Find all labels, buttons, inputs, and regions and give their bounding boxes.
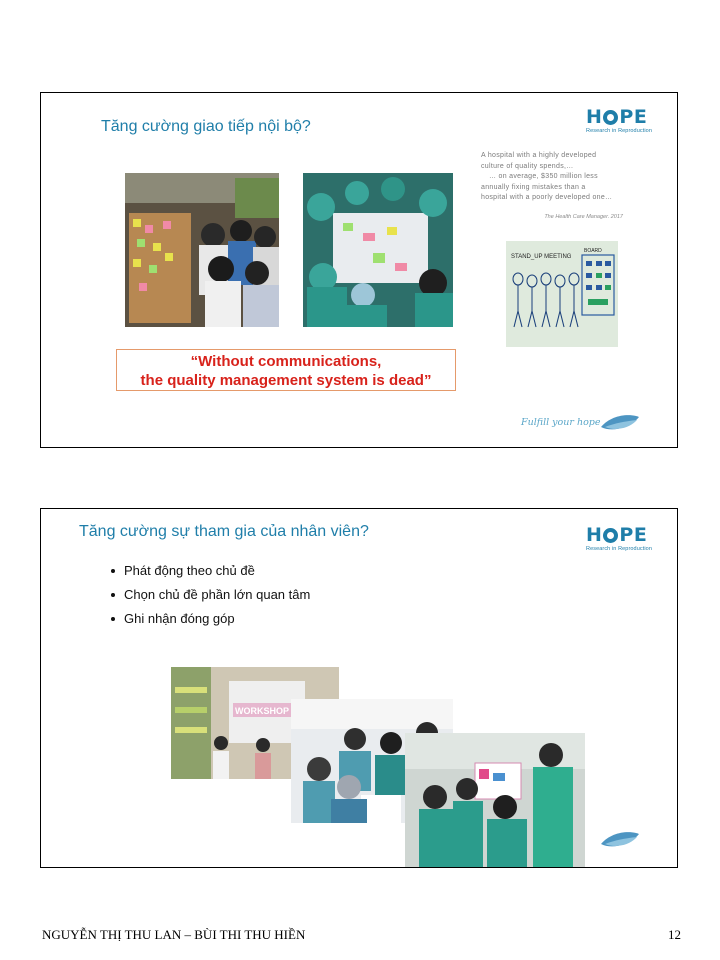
logo-tagline: Research in Reproduction bbox=[586, 128, 652, 134]
logo-letter-h: H bbox=[586, 524, 603, 546]
citation-line: A hospital with a highly developed bbox=[481, 152, 597, 159]
bullet-text: Phát động theo chủ đề bbox=[124, 563, 255, 578]
bullet-item bbox=[111, 583, 310, 607]
citation-line: … on average, $350 million less bbox=[489, 173, 598, 180]
citation-line: hospital with a poorly developed one… bbox=[481, 194, 613, 201]
logo-o-icon bbox=[603, 528, 618, 543]
citation-line: culture of quality spends,… bbox=[481, 162, 574, 170]
slide-1 bbox=[40, 92, 678, 448]
footer-authors: NGUYỄN THỊ THU LAN – BÙI THI THU HIỀN bbox=[42, 927, 306, 942]
quote-line-2: the quality management system is dead” bbox=[140, 372, 432, 389]
bullet-text: Chọn chủ đề phần lớn quan tâm bbox=[124, 587, 311, 602]
bullet-text: Ghi nhận đóng góp bbox=[124, 611, 235, 626]
logo-letters-pe: PE bbox=[619, 524, 648, 546]
slide-2 bbox=[40, 508, 678, 868]
fulfill-tagline: Fulfill your hope bbox=[521, 417, 601, 428]
sketch-label-left: STAND_UP MEETING bbox=[511, 254, 572, 260]
quote-line-1: “Without communications, bbox=[190, 353, 382, 370]
leaf-logo-icon bbox=[599, 411, 641, 440]
workshop-banner: WORKSHOP bbox=[235, 706, 289, 716]
sketch-label-right: BOARD bbox=[584, 248, 602, 254]
logo-tagline: Research in Reproduction bbox=[586, 546, 652, 552]
logo-letter-h: H bbox=[586, 106, 603, 128]
team-sticky-note-photo bbox=[125, 173, 279, 327]
bullet-item bbox=[111, 607, 310, 631]
logo-letters-pe: PE bbox=[619, 106, 648, 128]
bullet-list bbox=[111, 559, 310, 631]
citation-text bbox=[481, 151, 623, 204]
page-number: 12 bbox=[668, 927, 681, 942]
hope-logo bbox=[586, 106, 652, 137]
citation-source: The Health Care Manager. 2017 bbox=[544, 214, 623, 220]
stand-up-meeting-sketch bbox=[506, 241, 618, 347]
slide-1-title: Tăng cường giao tiếp nội bộ? bbox=[101, 118, 311, 135]
bullet-dot-icon bbox=[111, 593, 115, 597]
bullet-item bbox=[111, 559, 310, 583]
bullet-dot-icon bbox=[111, 617, 115, 621]
bullet-dot-icon bbox=[111, 569, 115, 573]
citation-line: annually fixing mistakes than a bbox=[481, 183, 586, 191]
surgical-staff-workshop-photo bbox=[303, 173, 453, 327]
staff-celebration-photo bbox=[405, 733, 585, 868]
logo-o-icon bbox=[603, 110, 618, 125]
leaf-logo-icon bbox=[599, 828, 641, 857]
quote-box bbox=[116, 349, 456, 391]
hope-logo bbox=[586, 524, 652, 555]
slide-2-title: Tăng cường sự tham gia của nhân viên? bbox=[79, 523, 369, 540]
